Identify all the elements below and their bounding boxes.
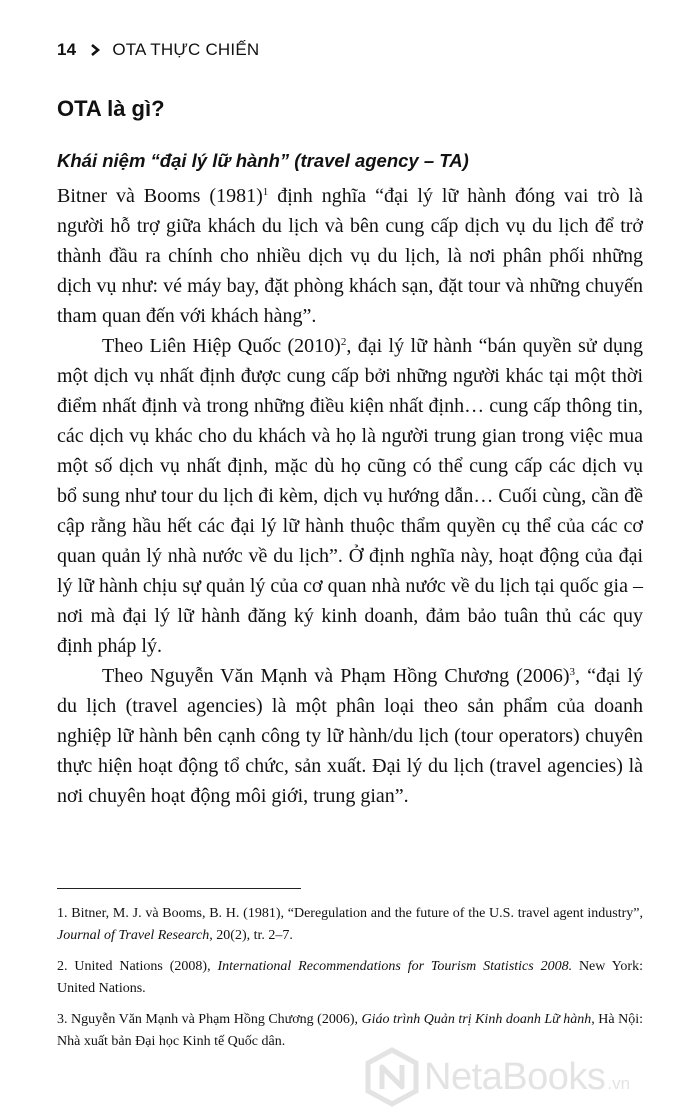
running-title: OTA THỰC CHIẾN [112,40,260,59]
footnote-ref: 2 [340,336,347,348]
footnote-text: 1. Bitner, M. J. và Booms, B. H. (1981), “Deregulation and the future of the U.S. travel agent industry”, [57,906,643,921]
footnote-ref: 3 [569,666,575,678]
page-number: 14 [57,40,77,59]
footnote-source-title: Giáo trình Quản trị Kinh doanh Lữ hành [361,1012,592,1027]
footnote-text: , 20(2), tr. 2–7. [209,928,293,943]
footnote-text: , Hà Nội: Nhà xuất bản Đại học Kinh tế Quốc dân. [57,1012,643,1049]
paragraph-lead: Theo Liên Hiệp Quốc (2010) [102,335,341,357]
footnote-source-title: International Recommendations for Tourism Statistics 2008. [217,959,573,974]
watermark-tld: .vn [607,1074,631,1093]
section-subtitle: Khái niệm “đại lý lữ hành” (travel agency – TA) [57,150,469,171]
paragraph-text: định nghĩa “đại lý lữ hành đóng vai trò là người hỗ trợ giữa khách du lịch và bên cung cấp dịch vụ du lịch để trở thành đầu ra chính cho nhiều dịch vụ du lịch, là nơi phân phối những dịch vụ như: vé máy bay, đặt phòng khách sạn, đặt tour và những chuyến tham quan đến với khách hàng”. [57,185,643,327]
running-header [57,40,259,60]
footnote-text: New York: United Nations. [57,959,643,996]
footnote [57,956,643,1000]
footnote-text: 2. United Nations (2008), [57,959,218,974]
footnote-text: 3. Nguyễn Văn Mạnh và Phạm Hồng Chương (2006), [57,1012,362,1027]
n-hexagon-logo-icon [364,1047,420,1107]
paragraph [57,181,643,331]
footnote [57,903,643,947]
paragraph-text: , đại lý lữ hành “bán quyền sử dụng một dịch vụ nhất định được cung cấp bởi những người khác tại một thời điểm nhất định và trong những điều kiện nhất định… cung cấp thông tin, các dịch vụ khác cho du khách và họ là người trung gian trong việc mua một số dịch vụ nhất định, mặc dù họ cũng có thể cung cấp các dịch vụ bổ sung như tour du lịch đi kèm, dịch vụ hướng dẫn… Cuối cùng, cần đề cập rằng hầu hết các đại lý lữ hành thuộc thẩm quyền cụ thể của các cơ quan quản lý nhà nước về du lịch”. Ở định nghĩa này, hoạt động của đại lý lữ hành chịu sự quản lý của cơ quan nhà nước về du lịch tại quốc gia – nơi mà đại lý lữ hành đăng ký kinh doanh, đảm bảo tuân thủ các quy định pháp lý. [57,335,643,657]
section-title: OTA là gì? [57,96,165,121]
paragraph-text: , “đại lý du lịch (travel agencies) là một phân loại theo sản phẩm của doanh nghiệp lữ hành bên cạnh công ty lữ hành/du lịch (tour operators) chuyên thực hiện hoạt động tổ chức, sản xuất. Đại lý du lịch (travel agencies) là nơi chuyên hoạt động môi giới, trung gian”. [57,665,643,807]
footnote-divider [57,888,301,889]
paragraph-lead: Bitner và Booms (1981) [57,185,263,207]
chevron-right-icon [90,44,100,56]
paragraph [57,661,643,811]
watermark [364,1046,630,1108]
footnotes [57,903,643,1062]
watermark-text: NetaBooks [424,1055,606,1098]
body-text [57,181,643,811]
paragraph-lead: Theo Nguyễn Văn Mạnh và Phạm Hồng Chương (2006) [102,665,570,687]
footnote-ref: 1 [262,186,269,198]
paragraph [57,331,643,661]
footnote-source-title: Journal of Travel Research [57,928,210,943]
